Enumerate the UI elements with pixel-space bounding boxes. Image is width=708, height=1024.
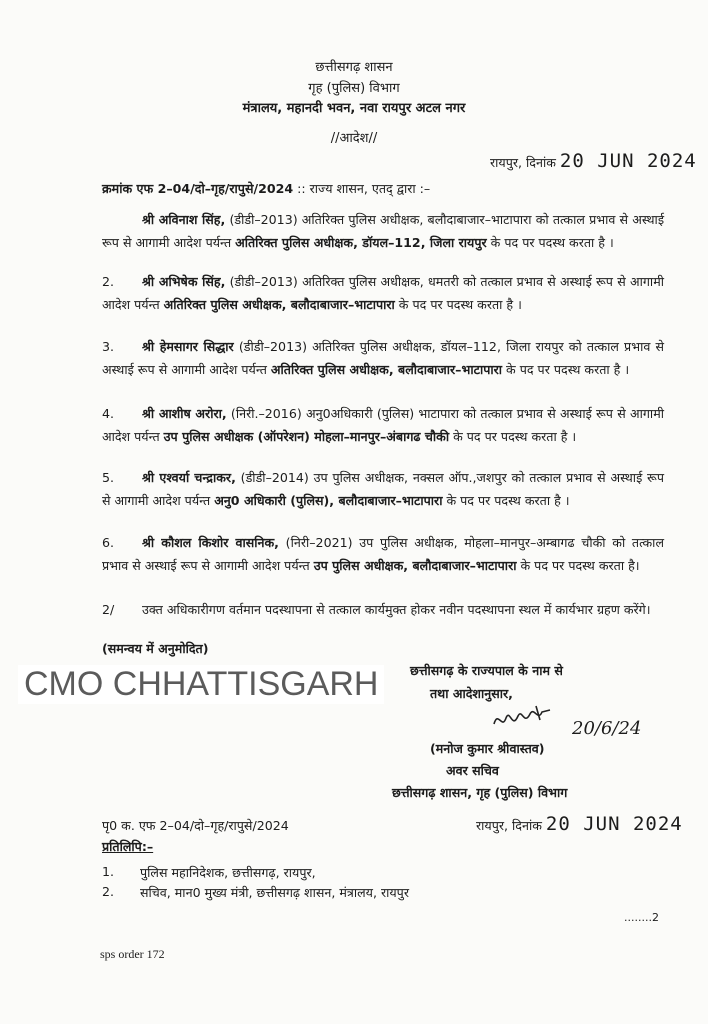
date-stamp: 20 JUN 2024 — [559, 150, 697, 172]
officer-name: श्री अभिषेक सिंह, — [142, 274, 226, 289]
officer-name: श्री हेमसागर सिद्धार — [142, 339, 234, 354]
reference-text: :: राज्य शासन, एतद् द्वारा :– — [297, 181, 431, 196]
officer-name: श्री अविनाश सिंह, — [142, 212, 226, 227]
item-number: 2. — [102, 274, 115, 289]
posting: अतिरिक्त पुलिस अधीक्षक, बलौदाबाजार–भाटापारा — [270, 362, 503, 377]
date-line — [490, 150, 697, 172]
item-number: 3. — [102, 339, 115, 354]
order-item-3: 3. श्री हेमसागर सिद्धार (डीडी–2013) अतिरिक्त पुलिस अधीक्षक, डॉयल–112, जिला रायपुर को तत्काल प्रभाव से अस्थाई रूप से आगामी आदेश पर्यन्त अतिरिक्त पुलिस अधीक्षक, बलौदाबाजार–भाटापारा के पद पर पदस्थ करता है । — [102, 335, 664, 381]
paragraph-2: 2/ उक्त अधिकारीगण वर्तमान पदस्थापना से तत्काल कार्यमुक्त होकर नवीन पदस्थापना स्थल में कार्यभार ग्रहण करेंगे। — [102, 598, 664, 621]
officer-name: श्री आशीष अरोरा, — [142, 406, 227, 421]
item-number: 5. — [102, 470, 115, 485]
officer-name: श्री कौशल किशोर वासनिक, — [142, 535, 279, 550]
officer-name: श्री एश्वर्या चन्द्राकर, — [142, 470, 236, 485]
signature-line-1: छत्तीसगढ़ के राज्यपाल के नाम से — [410, 663, 563, 678]
handwritten-signature — [490, 700, 570, 736]
header-line-2: गृह (पुलिस) विभाग — [308, 81, 400, 96]
date-label: रायपुर, दिनांक — [490, 155, 556, 170]
posting: उप पुलिस अधीक्षक (ऑपरेशन) मोहला–मानपुर–अंबागढ चौकी — [163, 429, 450, 444]
order-item-1: श्री अविनाश सिंह, (डीडी–2013) अतिरिक्त पुलिस अधीक्षक, बलौदाबाजार–भाटापारा को तत्काल प्रभाव से अस्थाई रूप से आगामी आदेश पर्यन्त अतिरिक्त पुलिस अधीक्षक, डॉयल–112, जिला रायपुर के पद पर पदस्थ करता है । — [102, 212, 664, 250]
item-number: 4. — [102, 406, 115, 421]
copy-date-line — [476, 813, 683, 835]
signatory-designation: अवर सचिव — [446, 763, 499, 778]
signatory-name: (मनोज कुमार श्रीवास्तव) — [430, 741, 545, 756]
page-continuation: ........2 — [624, 911, 659, 924]
header-line-3: मंत्रालय, महानदी भवन, नवा रायपुर अटल नगर — [242, 101, 466, 116]
posting: अतिरिक्त पुलिस अधीक्षक, डॉयल–112, जिला रायपुर — [235, 235, 487, 250]
copy-date-label: रायपुर, दिनांक — [476, 818, 542, 833]
order-item-5: 5. श्री एश्वर्या चन्द्राकर, (डीडी–2014) उप पुलिस अधीक्षक, नक्सल ऑप.,जशपुर को तत्काल प्रभाव से अस्थाई रूप से आगामी आदेश पर्यन्त अनु0 अधिकारी (पुलिस), बलौदाबाजार–भाटापारा के पद पर पदस्थ करता है । — [102, 466, 664, 512]
footer-note: sps order 172 — [100, 947, 165, 961]
watermark: CMO CHHATTISGARH — [18, 665, 384, 704]
recipient-number: 1. — [102, 864, 115, 879]
order-item-2: 2. श्री अभिषेक सिंह, (डीडी–2013) अतिरिक्त पुलिस अधीक्षक, धमतरी को तत्काल प्रभाव से अस्थाई रूप से आगामी आदेश पर्यन्त अतिरिक्त पुलिस अधीक्षक, बलौदाबाजार–भाटापारा के पद पर पदस्थ करता है । — [102, 270, 664, 316]
posting: अनु0 अधिकारी (पुलिस), बलौदाबाजार–भाटापारा — [214, 493, 443, 508]
signatory-department: छत्तीसगढ़ शासन, गृह (पुलिस) विभाग — [392, 785, 568, 800]
recipient-text: पुलिस महानिदेशक, छत्तीसगढ़, रायपुर, — [140, 865, 316, 880]
order-item-6: 6. श्री कौशल किशोर वासनिक, (निरी–2021) उप पुलिस अधीक्षक, मोहला–मानपुर–अम्बागढ चौकी को तत्काल प्रभाव से अस्थाई रूप से आगामी आदेश पर्यन्त उप पुलिस अधीक्षक, बलौदाबाजार–भाटापारा के पद पर पदस्थ करता है। — [102, 531, 664, 577]
copy-date-stamp: 20 JUN 2024 — [545, 813, 683, 835]
copy-heading: प्रतिलिपि:– — [102, 839, 154, 854]
posting: उप पुलिस अधीक्षक, बलौदाबाजार–भाटापारा — [313, 558, 517, 573]
signature-line-2: तथा आदेशानुसार, — [430, 686, 513, 701]
handwritten-date: 20/6/24 — [572, 718, 642, 739]
order-title: //आदेश// — [330, 131, 378, 146]
posting: अतिरिक्त पुलिस अधीक्षक, बलौदाबाजार–भाटापारा — [163, 297, 395, 312]
order-item-4: 4. श्री आशीष अरोरा, (निरी.–2016) अनु0अधिकारी (पुलिस) भाटापारा को तत्काल प्रभाव से अस्थाई रूप से आगामी आदेश पर्यन्त उप पुलिस अधीक्षक (ऑपरेशन) मोहला–मानपुर–अंबागढ चौकी के पद पर पदस्थ करता है । — [102, 402, 664, 448]
reference-line — [102, 180, 672, 197]
copy-reference: पृ0 क. एफ 2–04/दो–गृह/रापुसे/2024 — [102, 818, 289, 833]
approval-note: (समन्वय में अनुमोदित) — [102, 641, 209, 656]
item-number: 6. — [102, 535, 115, 550]
header-line-1: छत्तीसगढ़ शासन — [315, 60, 393, 75]
recipient-text: सचिव, मान0 मुख्य मंत्री, छत्तीसगढ़ शासन, मंत्रालय, रायपुर — [140, 885, 409, 900]
recipient-number: 2. — [102, 884, 115, 899]
paragraph-number: 2/ — [102, 602, 115, 617]
reference-number: क्रमांक एफ 2–04/दो–गृह/रापुसे/2024 — [102, 181, 294, 196]
